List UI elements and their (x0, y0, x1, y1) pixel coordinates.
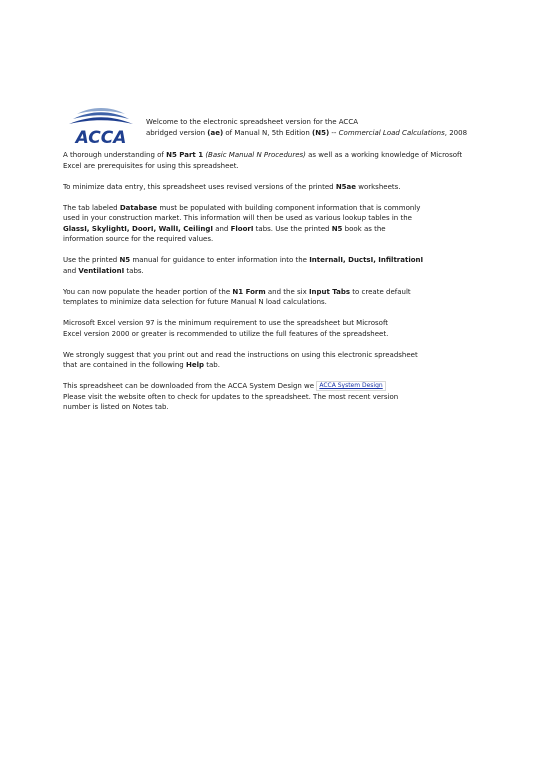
logo-text: ACCA (75, 128, 127, 146)
paragraph-header: You can now populate the header portion of the N1 Form and the six Input Tabs to create default templates to minimize data selection for future Manual N load calculations. (63, 287, 411, 306)
welcome-text (146, 117, 502, 138)
acca-system-design-link[interactable]: ACCA System Design (316, 381, 385, 391)
welcome-line-2: abridged version (ae) of Manual N, 5th Edition (N5) -- Commercial Load Calculations, 2008 (146, 128, 468, 137)
paragraph-prerequisites: A thorough understanding of N5 Part 1 (Basic Manual N Procedures) as well as a working knowledge of Microsoft Excel are prerequisites for using this spreadsheet. (63, 151, 463, 170)
paragraph-help: We strongly suggest that you print out and read the instructions on using this electronic spreadsheet that are contained in the following Help tab. (63, 350, 418, 369)
welcome-line-1: Welcome to the electronic spreadsheet version for the ACCA (146, 118, 358, 126)
paragraph-download: This spreadsheet can be downloaded from the ACCA System Design we ACCA System Design Please visit the website often to check for updates to the spreadsheet. The most recent version number is listed on Notes tab. (63, 382, 399, 411)
paragraph-database: The tab labeled Database must be populated with building component information that is commonly used in your construction market. This information will then be used as various lookup tables in the GlassI, SkylightI, DoorI, WallI, CeilingI and FloorI tabs. Use the printed N5 book as the information source for the required values. (63, 203, 421, 243)
paragraph-data-entry: To minimize data entry, this spreadsheet uses revised versions of the printed N5ae worksheets. (63, 182, 401, 191)
logo-swoosh-bottom (69, 117, 133, 124)
acca-logo (63, 106, 139, 146)
paragraph-requirements: Microsoft Excel version 97 is the minimum requirement to use the spreadsheet but Microsoft Excel version 2000 or greater is recommended to utilize the full features of the spreadsheet. (63, 319, 389, 338)
paragraph-manual-guidance: Use the printed N5 manual for guidance to enter information into the InternalI, DuctsI, InfiltrationI and VentilationI tabs. (63, 256, 424, 275)
instructions-body (63, 150, 501, 423)
